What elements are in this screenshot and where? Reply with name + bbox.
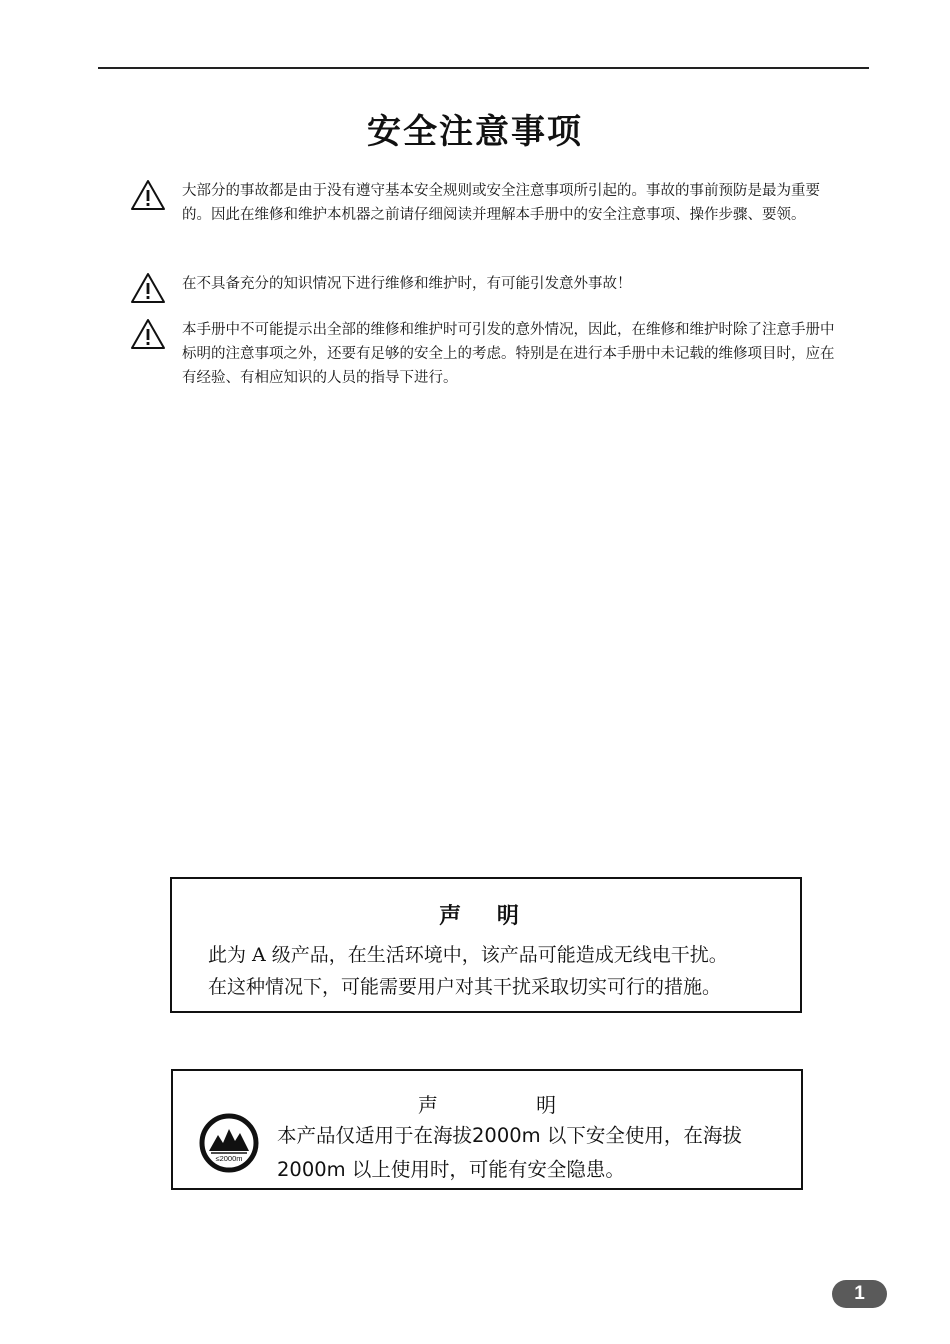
- top-rule: [98, 67, 869, 69]
- declaration-body: 本产品仅适用于在海拔2000m 以下安全使用，在海拔2000m 以上使用时，可能有安全隐患。: [277, 1124, 742, 1181]
- declaration-heading: 声 明: [439, 904, 533, 929]
- warning-triangle-icon: [130, 272, 166, 304]
- declaration-heading: 声 明: [417, 1093, 603, 1117]
- warning-text: 大部分的事故都是由于没有遵守基本安全规则或安全注意事项所引起的。事故的事前预防是最为重要的。因此在维修和维护本机器之前请仔细阅读并理解本手册中的安全注意事项、操作步骤、要领。: [182, 183, 820, 223]
- page-number: 1: [832, 1280, 887, 1308]
- declaration-body: [208, 939, 788, 1003]
- declaration-line: 在这种情况下，可能需要用户对其干扰采取切实可行的措施。: [208, 976, 722, 998]
- warning-text: 在不具备充分的知识情况下进行维修和维护时，有可能引发意外事故！: [182, 276, 632, 292]
- warning-triangle-icon: [130, 318, 166, 350]
- warning-triangle-icon: [130, 179, 166, 211]
- warning-text: 本手册中不可能提示出全部的维修和维护时可引发的意外情况，因此，在维修和维护时除了注意手册中标明的注意事项之外，还要有足够的安全上的考虑。特别是在进行本手册中未记载的维修项目时，应在有经验、有相应知识的人员的指导下进行。: [182, 322, 835, 386]
- altitude-limit-icon: [199, 1113, 259, 1173]
- page-title: 安全注意事项: [367, 112, 583, 152]
- declaration-line: 此为 A 级产品，在生活环境中，该产品可能造成无线电干扰。: [208, 944, 728, 966]
- altitude-badge-label: ≤2000m: [215, 1154, 243, 1163]
- class-a-declaration-box: [170, 877, 802, 1013]
- altitude-declaration-box: [171, 1069, 803, 1190]
